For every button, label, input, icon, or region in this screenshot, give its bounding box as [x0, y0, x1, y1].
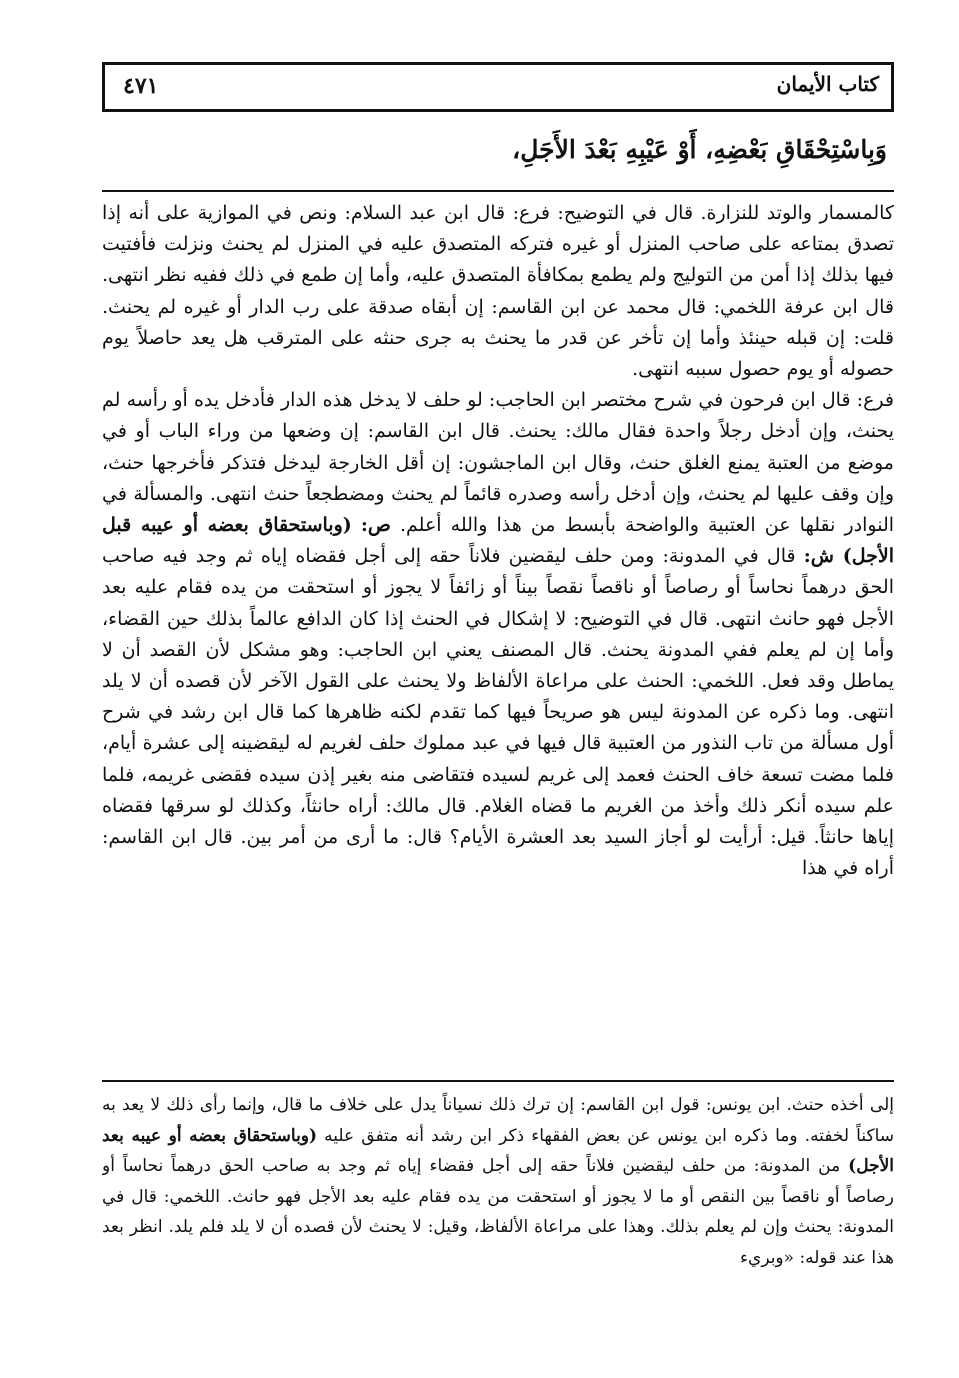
- matn-text: وَبِاسْتِحْقَاقِ بَعْضِهِ، أَوْ عَيْبِهِ بَعْدَ الأَجَلِ،: [512, 135, 887, 164]
- divider-footnote: [102, 1080, 894, 1082]
- commentary-body: [102, 198, 894, 1070]
- page-header: [102, 62, 894, 112]
- page-number: ٤٧١: [123, 73, 159, 99]
- footnote-quote: (وباستحقاق بعضه أو عيبه بعد الأجل): [102, 1125, 894, 1176]
- chapter-title: كتاب الأيمان: [776, 72, 879, 96]
- matn-quote: (وباستحقاق بعضه أو عيبه قبل الأجل) ش:: [102, 514, 894, 568]
- footnote-text: إلى أخذه حنث. ابن يونس: قول ابن القاسم: إن ترك ذلك نسياناً يدل على خلاف ما قال، وإنما رأى ذلك لا يعد به ساكناً لخفته. وما ذكره ابن يونس عن بعض الفقهاء ذكر ابن رشد أنه متفق عليه: [102, 1095, 894, 1146]
- footnote-paragraph: [102, 1090, 894, 1273]
- paragraph-text: قال في المدونة: ومن حلف ليقضين فلاناً حقه إلى أجل فقضاه إياه ثم وجد فيه صاحب الحق درهماً نحاساً أو رصاصاً أو ناقصاً نقصاً بيناً أو زائفاً لا يجوز أو استحقت من يده فقام عليه بعد الأجل فهو حانث انتهى. قال في التوضيح: لا إشكال في الحنث إذا كان الدافع عالماً بذلك حين القضاء، وأما إن لم يعلم ففي المدونة يحنث. قال المصنف يعني ابن الحاجب: وهو مشكل لأن القصد أن لا يماطل وقد فعل. اللخمي: الحنث على مراعاة الألفاظ ولا يحنث على القول الآخر لأن قصده أن لا يلد انتهى. وما ذكره عن المدونة ليس هو صريحاً فيها كما تقدم لكنه ظاهرها كما قال ابن رشد في شرح أول مسألة من تاب النذور من العتبية قال فيها في عبد مملوك حلف لغريم له ليقضينه إلى عشرة أيام، فلما مضت تسعة خاف الحنث فعمد إلى غريم لسيده فتقاضى منه بغير إذن سيده فقضى غريمه، فلما علم سيده أنكر ذلك وأخذ من الغريم ما قضاه الغلام. قال مالك: أراه حانثاً، وكذلك لو سرقها فقضاه إياها حانثاً. قيل: أرأيت لو أجاز السيد بعد العشرة الأيام؟ قال: ما أرى من أمر بين. قال ابن القاسم: أراه في هذا: [102, 545, 894, 880]
- paragraph: [102, 385, 894, 884]
- divider-top: [102, 190, 894, 192]
- paragraph: كالمسمار والوتد للنزارة. قال في التوضيح: فرع: قال ابن عبد السلام: ونص في الموازية على أنه إذا تصدق بمتاعه على صاحب المنزل أو غيره فتركه المتصدق عليه في المنزل لم يحنث ونزلت فأفتيت فيها بذلك إذا أمن من التوليج ولم يطمع بمكافأة المتصدق عليه، وأما إن طمع في ذلك ففيه نظر انتهى. قال ابن عرفة اللخمي: قال محمد عن ابن القاسم: إن أبقاه صدقة على رب الدار أو غيره لم يحنث. قلت: إن قبله حينئذ وأما إن تأخر عن قدر ما يحنث به جرى حنثه على المترقب هل يعد حاصلاً يوم حصوله أو يوم حصول سببه انتهى.: [102, 202, 894, 381]
- label-sad: ص:: [360, 514, 391, 537]
- footnote-body: [102, 1090, 894, 1320]
- paragraph-text: فرع: قال ابن فرحون في شرح مختصر ابن الحاجب: لو حلف لا يدخل هذه الدار فأدخل يده أو رأسه لم يحنث، وإن أدخل رجلاً واحدة فقال مالك: يحنث. قال ابن القاسم: إن وضعها من وراء الباب أو في موضع من العتبة يمنع الغلق حنث، وقال ابن الماجشون: إن أقل الخارجة ليدخل فتذكر فأخرجها حنث، وإن وقف عليها لم يحنث، وإن أدخل رأسه وصدره قائماً لم يحنث ومضطجعاً حنث انتهى. والمسألة في النوادر نقلها عن العتبية والواضحة بأبسط من هذا والله أعلم.: [102, 389, 894, 537]
- footnote-text: من المدونة: من حلف ليقضين فلاناً حقه إلى أجل فقضاء إياه ثم وجد به صاحب الحق درهماً نحاساً أو رصاصاً أو ناقصاً بين النقص أو ما لا يجوز أو استحقت من يده فقام عليه بعد الأجل فهو حانث. اللخمي: قال في المدونة: يحنث وإن لم يعلم بذلك. وهذا على مراعاة الألفاظ، وقيل: لا يحنث لأن قصده أن لا يلد فلم يلد. انظر بعد هذا عند قوله: «وبريء: [102, 1156, 894, 1268]
